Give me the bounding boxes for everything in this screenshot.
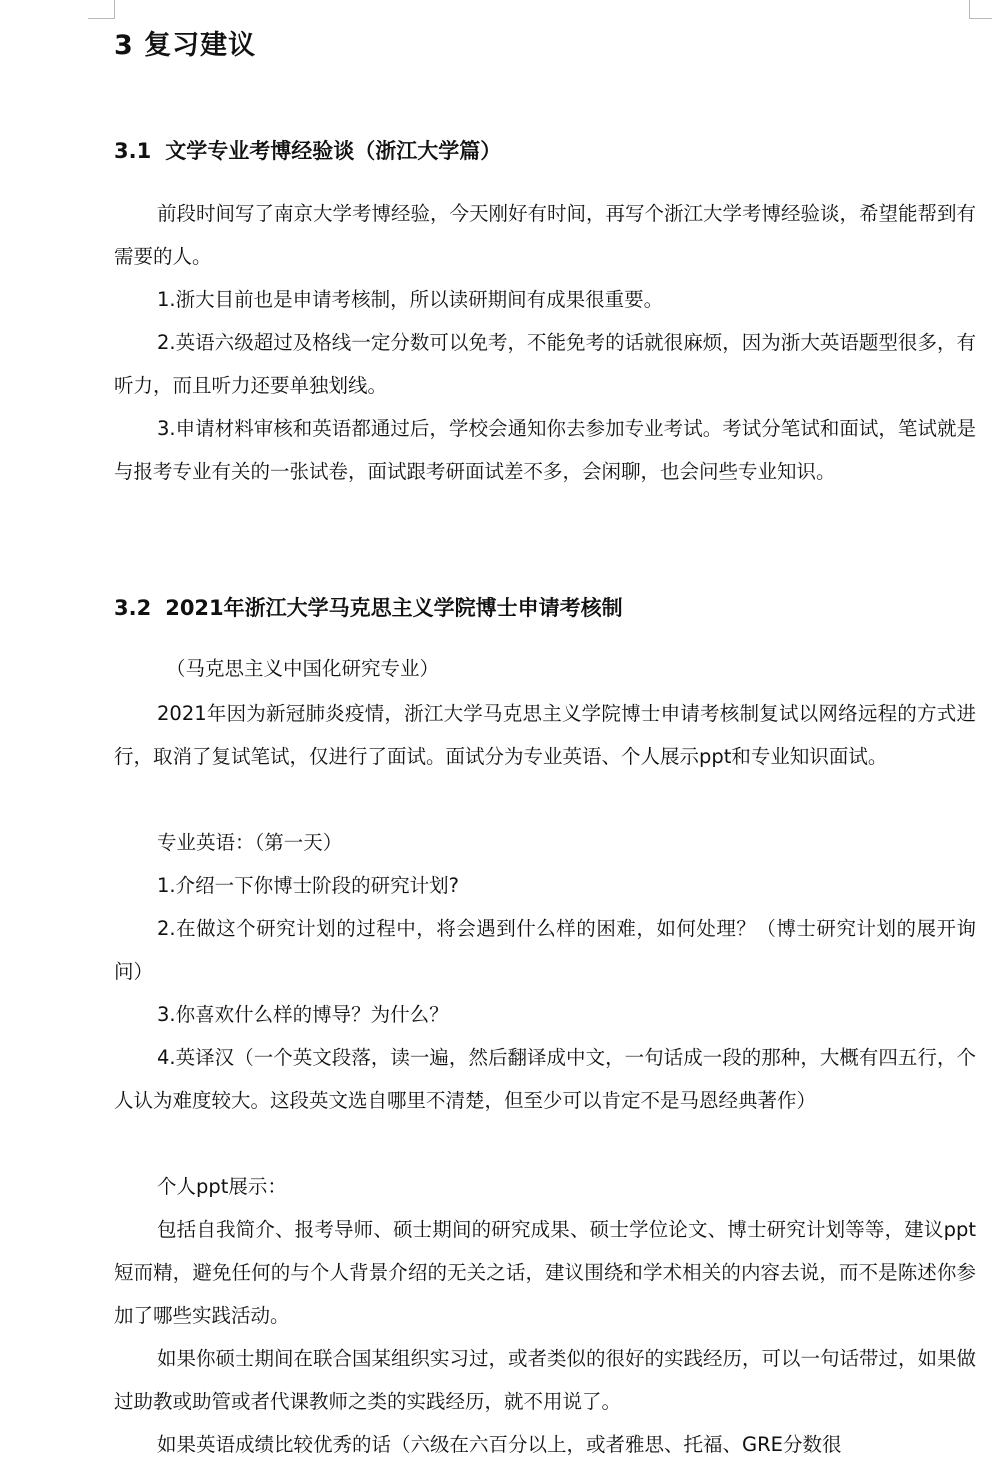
paragraph: 如果英语成绩比较优秀的话（六级在六百分以上，或者雅思、托福、GRE分数很 — [157, 1433, 842, 1456]
paragraph: 前段时间写了南京大学考博经验，今天刚好有时间，再写个浙江大学考博经验谈，希望能帮到有需要的人。 — [114, 202, 977, 268]
paragraph: 4.英译汉（一个英文段落，读一遍，然后翻译成中文，一句话成一段的那种，大概有四五行，个人认为难度较大。这段英文选自哪里不清楚，但至少可以肯定不是马恩经典著作） — [114, 1046, 976, 1112]
paragraph: 如果你硕士期间在联合国某组织实习过，或者类似的很好的实践经历，可以一句话带过，如果做过助教或助管或者代课教师之类的实践经历，就不用说了。 — [114, 1347, 977, 1413]
paragraph: 3.你喜欢什么样的博导？为什么？ — [157, 1003, 449, 1026]
section-heading: 3 复习建议 — [114, 30, 257, 61]
paragraph-subtitle: （马克思主义中国化研究专业） — [166, 657, 440, 680]
paragraph: 包括自我简介、报考导师、硕士期间的研究成果、硕士学位论文、博士研究计划等等，建议ppt短而精，避免任何的与个人背景介绍的无关之话，建议围绕和学术相关的内容去说，而不是陈述你参加了哪些实践活动。 — [114, 1218, 976, 1327]
subsection-heading-3-1 — [114, 136, 501, 166]
subsection-number: 3.2 — [114, 596, 152, 620]
paragraph: 2021年因为新冠肺炎疫情，浙江大学马克思主义学院博士申请考核制复试以网络远程的方式进行，取消了复试笔试，仅进行了面试。面试分为专业英语、个人展示ppt和专业知识面试。 — [114, 702, 976, 768]
subsection-title: 2021年浙江大学马克思主义学院博士申请考核制 — [165, 596, 623, 620]
paragraph: 1.浙大目前也是申请考核制，所以读研期间有成果很重要。 — [157, 288, 664, 311]
paragraph: 2.在做这个研究计划的过程中，将会遇到什么样的困难，如何处理？（博士研究计划的展开询问） — [114, 917, 976, 983]
subsection-number: 3.1 — [114, 139, 152, 163]
paragraph: 个人ppt展示： — [157, 1175, 287, 1198]
subsection-title: 文学专业考博经验谈（浙江大学篇） — [165, 139, 502, 163]
page-corner-mark-right — [969, 0, 992, 19]
paragraph: 1.介绍一下你博士阶段的研究计划? — [157, 874, 459, 897]
subsection-heading-3-2 — [114, 593, 623, 623]
paragraph: 2.英语六级超过及格线一定分数可以免考，不能免考的话就很麻烦，因为浙大英语题型很多，有听力，而且听力还要单独划线。 — [114, 331, 976, 397]
paragraph: 专业英语：（第一天） — [157, 831, 343, 854]
page-corner-mark-left — [88, 0, 115, 19]
paragraph: 3.申请材料审核和英语都通过后，学校会通知你去参加专业考试。考试分笔试和面试，笔试就是与报考专业有关的一张试卷，面试跟考研面试差不多，会闲聊，也会问些专业知识。 — [114, 417, 976, 483]
